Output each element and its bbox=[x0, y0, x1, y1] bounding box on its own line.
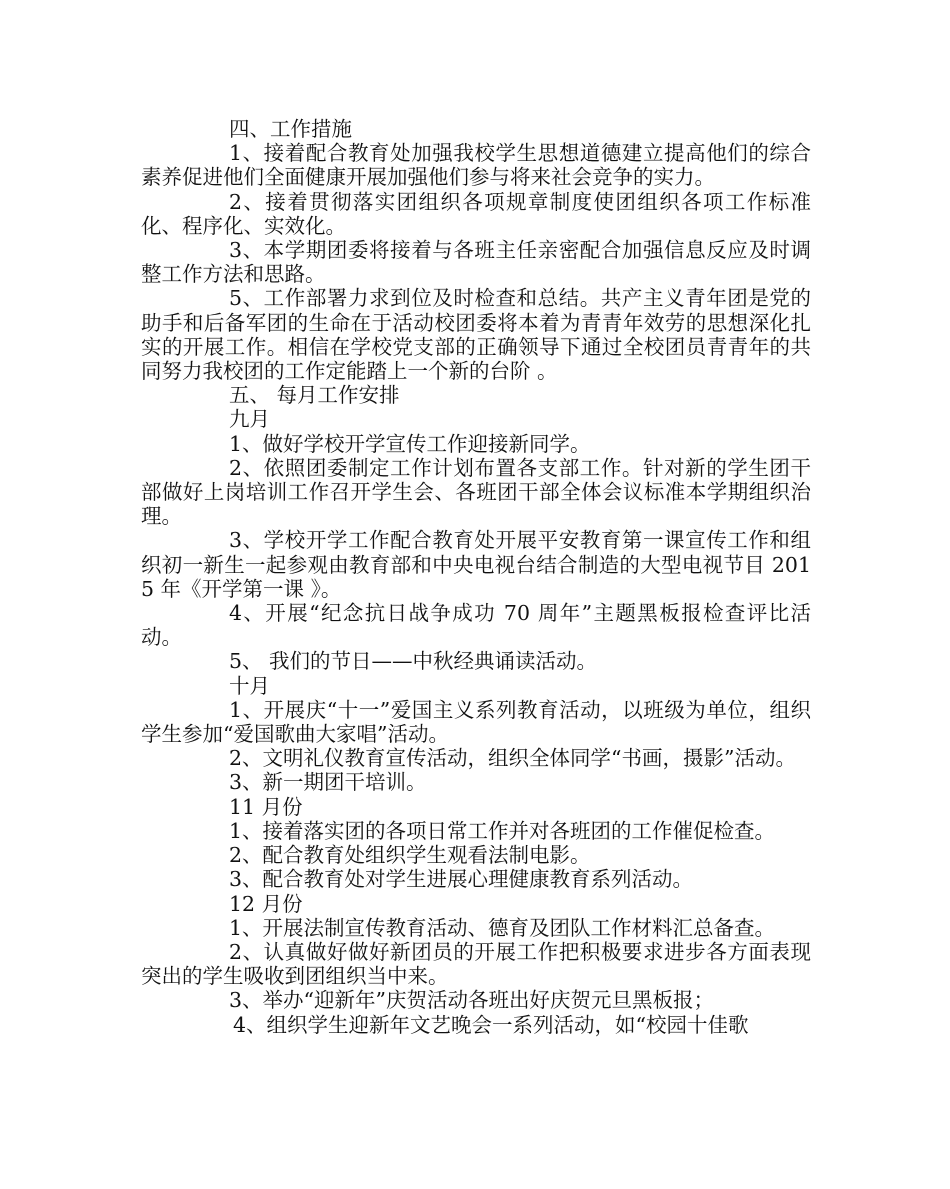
paragraph: 4、开展“纪念抗日战争成功 70 周年”主题黑板报检查评比活动。 bbox=[141, 601, 811, 650]
paragraph: 3、举办“迎新年”庆贺活动各班出好庆贺元旦黑板报； bbox=[229, 988, 715, 1013]
paragraph: 3、新一期团干培训。 bbox=[229, 770, 427, 795]
paragraph: 3、配合教育处对学生进展心理健康教育系列活动。 bbox=[229, 867, 694, 892]
paragraph: 2、依照团委制定工作计划布置各支部工作。针对新的学生团干部做好上岗培训工作召开学生会、各班团干部全体会议标准本学期组织治理。 bbox=[141, 455, 811, 529]
paragraph: 4、组织学生迎新年文艺晚会一系列活动，如“校园十佳歌 bbox=[233, 1012, 749, 1037]
paragraph: 1、开展庆“十一”爱国主义系列教育活动，以班级为单位，组织学生参加“爱国歌曲大家唱”活动。 bbox=[141, 697, 811, 747]
section-heading-monthly-plan: 五、 每月工作安排 bbox=[229, 383, 400, 408]
paragraph: 1、接着配合教育处加强我校学生思想道德建立提高他们的综合素养促进他们全面健康开展加强他们参与将来社会竞争的实力。 bbox=[141, 141, 811, 190]
month-heading-november: 11 月份 bbox=[229, 794, 303, 819]
paragraph: 5、工作部署力求到位及时检查和总结。共产主义青年团是党的助手和后备军团的生命在于活动校团委将本着为青青年效劳的思想深化扎实的开展工作。相信在学校党支部的正确领导下通过全校团员青青年的共同努力我校团的工作定能踏上一个新的台阶 。 bbox=[141, 286, 811, 384]
paragraph: 2、认真做好做好新团员的开展工作把积极要求进步各方面表现突出的学生吸收到团组织当中来。 bbox=[141, 939, 811, 989]
month-heading-december: 12 月份 bbox=[229, 891, 303, 916]
paragraph: 1、开展法制宣传教育活动、德育及团队工作材料汇总备查。 bbox=[229, 915, 776, 940]
month-heading-september: 九月 bbox=[229, 407, 270, 432]
paragraph: 3、学校开学工作配合教育处开展平安教育第一课宣传工作和组织初一新生一起参观由教育部和中央电视台结合制造的大型电视节目 2015 年《开学第一课 》。 bbox=[141, 528, 811, 601]
paragraph: 1、做好学校开学宣传工作迎接新同学。 bbox=[229, 431, 591, 456]
paragraph: 3、本学期团委将接着与各班主任亲密配合加强信息反应及时调整工作方法和思路。 bbox=[141, 238, 811, 287]
paragraph: 2、配合教育处组织学生观看法制电影。 bbox=[229, 843, 591, 868]
paragraph: 2、文明礼仪教育宣传活动，组织全体同学“书画，摄影”活动。 bbox=[229, 746, 797, 771]
paragraph: 1、接着落实团的各项日常工作并对各班团的工作催促检查。 bbox=[229, 818, 776, 843]
paragraph: 2、接着贯彻落实团组织各项规章制度使团组织各项工作标准化、程序化、实效化。 bbox=[141, 189, 811, 238]
document-page bbox=[141, 117, 811, 1037]
section-heading-work-measures: 四、工作措施 bbox=[229, 117, 352, 141]
month-heading-october: 十月 bbox=[229, 673, 270, 698]
paragraph: 5、 我们的节日——中秋经典诵读活动。 bbox=[229, 649, 598, 674]
